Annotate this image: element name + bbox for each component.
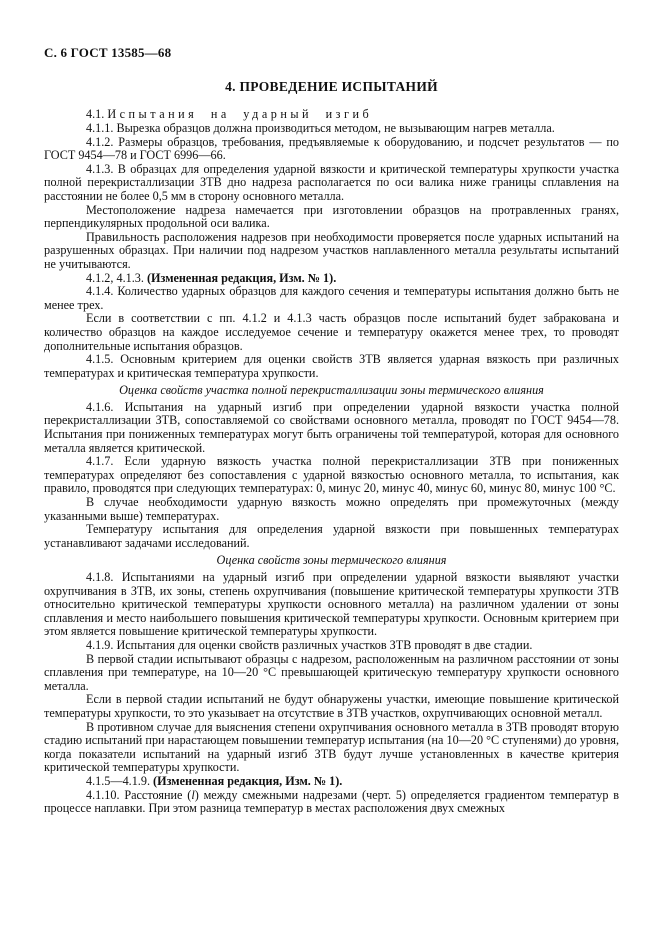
subsection-title: Испытания на ударный изгиб [107,107,373,121]
running-header: С. 6 ГОСТ 13585—68 [44,45,172,60]
clause-4-1-9-stage-one: В первой стадии испытывают образцы с надрезом, расположенным на различном расстоянии от зоны сплавления при температуре, на 10—20 °С превышающей критическую температуру хрупкости основного металла. [44,651,619,693]
subsection-heading [44,107,619,121]
clause-4-1-4-note: Если в соответствии с пп. 4.1.2 и 4.1.3 часть образцов после испытаний будет забракована и количество образцов на каждое исследуемое сечение и температуру окажется менее трех, то проводят дополнительные испытания образцов. [44,311,619,353]
clause-4-1-3-note-location: Местоположение надреза намечается при изготовлении образцов на протравленных гранях, перпендикулярных продольной оси валика. [44,202,619,231]
subsection-number: 4.1. [86,107,105,121]
amendment-note-2-prefix: 4.1.5—4.1.9. [86,773,154,788]
clause-4-1-7-note-elevated: Температуру испытания для определения ударной вязкости при повышенных температурах устанавливают задачами исследований. [44,522,619,550]
amendment-note-1-prefix: 4.1.2, 4.1.3. [86,270,147,285]
page-content [44,46,619,816]
clause-4-1-10-pre: 4.1.10. Расстояние ( [86,787,192,802]
clause-4-1-3: 4.1.3. В образцах для определения ударной вязкости и критической температуры хрупкости участка полной перекристаллизации ЗТВ дно надреза располагается по оси валика ниже границы сплавления на расстоянии не более 0,5 мм в сторону основного металла. [44,161,619,203]
clause-4-1-10 [44,789,619,816]
clause-4-1-9-stage-two: В противном случае для выяснения степени охрупчивания основного металла в ЗТВ проводят вторую стадию испытаний при нарастающем повышении температур испытания (на 10—20 °С ступенями) до уровня, когда показатели испытаний на ударный изгиб ЗТВ будут лучше установленных в качестве критерия критической температуры хрупкости. [44,719,619,775]
amendment-note-2-bold: (Измененная редакция, Изм. № 1). [153,773,343,788]
clause-4-1-7-note-intermediate: В случае необходимости ударную вязкость можно определять при промежуточных (между указанными выше) температурах. [44,495,619,523]
section-title: 4. ПРОВЕДЕНИЕ ИСПЫТАНИЙ [225,79,438,94]
subheading-recrystallization-zone: Оценка свойств участка полной перекристаллизации зоны термического влияния [119,383,544,398]
clause-4-1-4: 4.1.4. Количество ударных образцов для каждого сечения и температуры испытания должно быть не менее трех. [44,284,619,312]
amendment-note-1 [44,272,619,286]
amendment-note-2 [44,775,619,789]
clause-4-1-3-note-check: Правильность расположения надрезов при необходимости проверяется после ударных испытаний на разрушенных образцах. При наличии под надрезом участков наплавленного металла результаты испытаний не учитываются. [44,229,619,271]
clause-4-1-8: 4.1.8. Испытаниями на ударный изгиб при определении ударной вязкости выявляют участки охрупчивания в ЗТВ, их зоны, степень охрупчивания (повышение критической температуры хрупкости ЗТВ относительно критической температуры хрупкости основного металла) на различном удалении от зоны сплавления и место наибольшего повышения критической температуры хрупкости. Основным критерием при этом является повышение критической температуры хрупкости. [44,570,619,639]
clause-4-1-5: 4.1.5. Основным критерием для оценки свойств ЗТВ является ударная вязкость при различных температурах и критическая температура хрупкости. [44,352,619,380]
clause-4-1-6: 4.1.6. Испытания на ударный изгиб при определении ударной вязкости участка полной перекристаллизации ЗТВ, сопоставляемой со свойствами основного металла, проводят по ГОСТ 9454—78. Испытания при пониженных температурах могут быть ограничены той температурой, которая для основного металла является критической. [44,399,619,455]
clause-4-1-10-post: ) между смежными надрезами (черт. 5) определяется градиентом температур в процессе наплавки. При этом разница температур в местах расположения двух смежных [44,787,619,816]
clause-4-1-7: 4.1.7. Если ударную вязкость участка полной перекристаллизации ЗТВ при пониженных температурах определяют без сопоставления с ударной вязкостью основного металла, то испытания, как правило, проводятся при следующих температурах: 0, минус 20, минус 40, минус 60, минус 80, минус 100 °С. [44,454,619,496]
clause-4-1-2: 4.1.2. Размеры образцов, требования, предъявляемые к оборудованию, и подсчет результатов — по ГОСТ 9454—78 и ГОСТ 6996—66. [44,134,619,163]
clause-4-1-9-stage-one-result: Если в первой стадии испытаний не будут обнаружены участки, имеющие повышение критической температуры хрупкости, то это указывает на отсутствие в ЗТВ участков, охрупчивающих основной металл. [44,692,619,720]
clause-4-1-1: 4.1.1. Вырезка образцов должна производиться методом, не вызывающим нагрев металла. [86,121,555,135]
clause-4-1-9: 4.1.9. Испытания для оценки свойств различных участков ЗТВ проводят в две стадии. [86,637,533,652]
amendment-note-1-bold: (Измененная редакция, Изм. № 1). [146,270,337,285]
clause-4-1-10-variable: l [191,787,195,802]
subheading-heat-affected-zone: Оценка свойств зоны термического влияния [216,553,447,568]
